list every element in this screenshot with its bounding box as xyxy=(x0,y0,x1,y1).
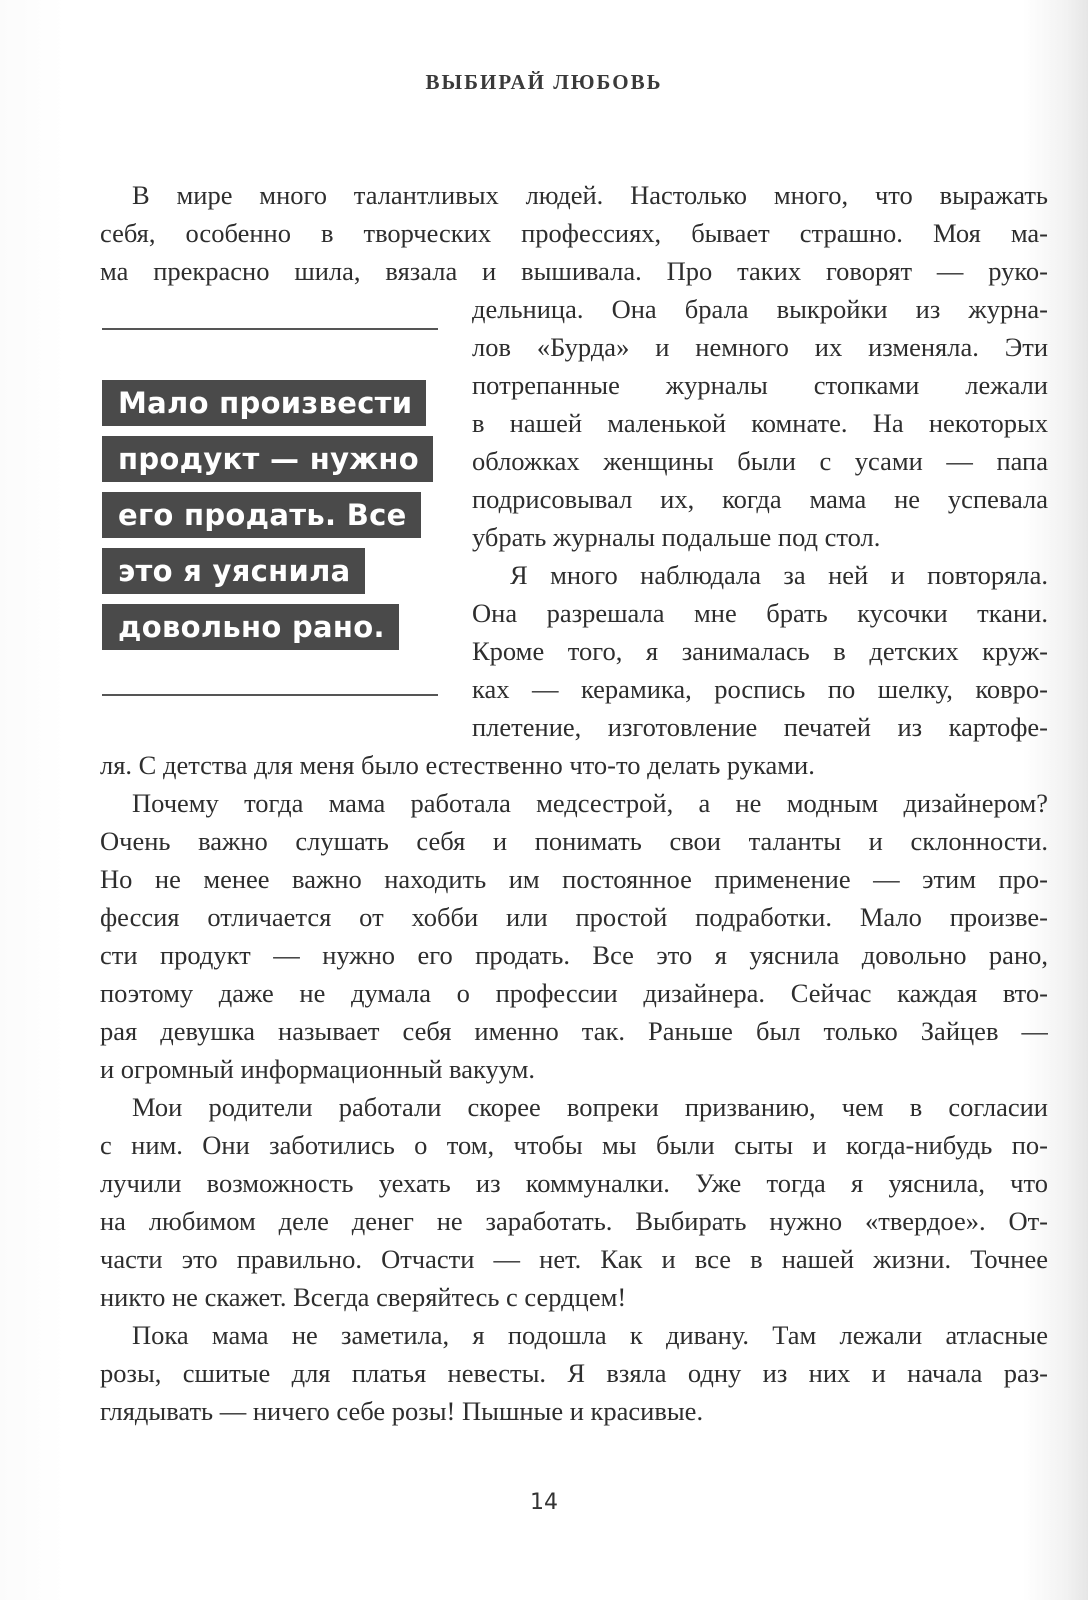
text-line: Я много наблюдала за ней и повторяла. xyxy=(510,560,1048,590)
pull-quote-line: его продать. Все xyxy=(102,492,421,538)
text-line: Но не менее важно находить им постоянное применение — этим про- xyxy=(100,864,1048,894)
text-line: дельница. Она брала выкройки из журна- xyxy=(472,294,1048,324)
text-line: себя, особенно в творческих профессиях, бывает страшно. Моя ма- xyxy=(100,218,1048,248)
text-line: поэтому даже не думала о профессии дизайнера. Сейчас каждая вто- xyxy=(100,978,1048,1008)
text-line: части это правильно. Отчасти — нет. Как и все в нашей жизни. Точнее xyxy=(100,1244,1048,1274)
pull-quote xyxy=(102,380,433,660)
text-line: ма прекрасно шила, вязала и вышивала. Про таких говорят — руко- xyxy=(100,256,1048,286)
text-line: плетение, изготовление печатей из картофе- xyxy=(472,712,1048,742)
text-line: ках — керамика, роспись по шелку, ковро- xyxy=(472,674,1048,704)
text-line: потрепанные журналы стопками лежали xyxy=(472,370,1048,400)
pull-quote-top-rule xyxy=(102,328,438,330)
text-line: с ним. Они заботились о том, чтобы мы были сыты и когда-нибудь по- xyxy=(100,1130,1048,1160)
text-line: Очень важно слушать себя и понимать свои таланты и склонности. xyxy=(100,826,1048,856)
pull-quote-line: довольно рано. xyxy=(102,604,399,650)
page-number: 14 xyxy=(530,1490,558,1515)
text-line: и огромный информационный вакуум. xyxy=(100,1054,536,1084)
pull-quote-bottom-rule xyxy=(102,694,438,696)
text-line: никто не скажет. Всегда сверяйтесь с сердцем! xyxy=(100,1282,627,1312)
text-line: на любимом деле денег не заработать. Выбирать нужно «твердое». От- xyxy=(100,1206,1048,1236)
text-line: В мире много талантливых людей. Настолько много, что выражать xyxy=(132,180,1048,210)
text-line: глядывать — ничего себе розы! Пышные и красивые. xyxy=(100,1396,704,1426)
text-line: лучили возможность уехать из коммуналки. Уже тогда я уяснила, что xyxy=(100,1168,1048,1198)
pull-quote-line: Мало произвести xyxy=(102,380,426,426)
pull-quote-line: это я уяснила xyxy=(102,548,365,594)
text-line: в нашей маленькой комнате. На некоторых xyxy=(472,408,1048,438)
text-line: сти продукт — нужно его продать. Все это я уяснила довольно рано, xyxy=(100,940,1048,970)
text-line: фессия отличается от хобби или простой подработки. Мало произве- xyxy=(100,902,1048,932)
running-head: ВЫБИРАЙ ЛЮБОВЬ xyxy=(425,70,663,94)
text-line: лов «Бурда» и немного их изменяла. Эти xyxy=(472,332,1048,362)
text-line: обложках женщины были с усами — папа xyxy=(472,446,1048,476)
text-line: убрать журналы подальше под стол. xyxy=(472,522,881,552)
text-line: Она разрешала мне брать кусочки ткани. xyxy=(472,598,1048,628)
text-line: Мои родители работали скорее вопреки призванию, чем в согласии xyxy=(132,1092,1048,1122)
text-line: Кроме того, я занималась в детских круж- xyxy=(472,636,1048,666)
text-line: подрисовывал их, когда мама не успевала xyxy=(472,484,1048,514)
text-line: розы, сшитые для платья невесты. Я взяла одну из них и начала раз- xyxy=(100,1358,1048,1388)
text-line: рая девушка называет себя именно так. Раньше был только Зайцев — xyxy=(100,1016,1048,1046)
text-line: ля. С детства для меня было естественно что-то делать руками. xyxy=(100,750,815,780)
text-line: Пока мама не заметила, я подошла к дивану. Там лежали атласные xyxy=(132,1320,1048,1350)
text-line: Почему тогда мама работала медсестрой, а не модным дизайнером? xyxy=(132,788,1048,818)
pull-quote-line: продукт — нужно xyxy=(102,436,433,482)
